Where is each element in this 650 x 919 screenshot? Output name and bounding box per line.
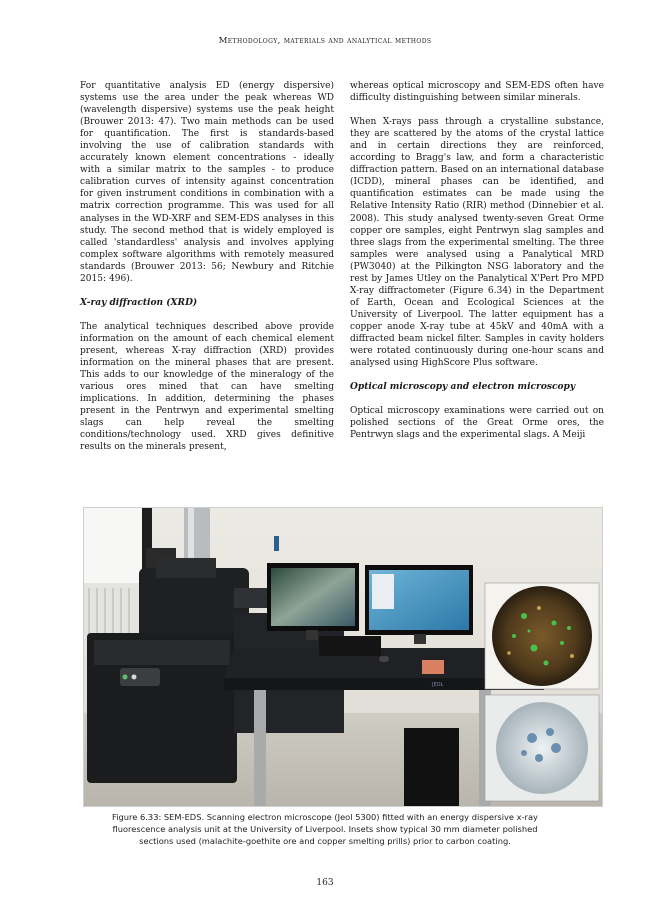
figure-sem-eds-photo (83, 507, 603, 807)
inset-ore-section (485, 583, 599, 689)
mouse (379, 656, 389, 662)
paragraph: For quantitative analysis ED (energy dispersive) systems use the area under the peak whereas WD (wavelength dispersive) systems use the peak height (Brouwer 2013: 47). Two main methods can be used for quantification. The first is standards-based involving the use of calibration standards with accurately known element concentrations - ideally with a similar matrix to the samples - to produce calibration curves of intensity against concentration for given instrument conditions in combination with a matrix correction programme. This was used for all analyses in the WD-XRF and SEM-EDS analyses in this study. The second method that is widely employed is called 'standardless' analysis and involves applying complex software algorithms with remotely measured standards (Brouwer 2013: 56; Newbury and Ritchie 2015: 496). (80, 81, 334, 284)
paragraph: whereas optical microscopy and SEM-EDS often have difficulty distinguishing between similar minerals. (350, 81, 604, 104)
paragraph: The analytical techniques described above provide information on the amount of each chemical element present, whereas X-ray diffraction (XRD) provides information on the mineral phases that are present. This adds to our knowledge of the mineralogy of the various ores mined that can have smelting implications. In addition, determining the phases present in the Pentrwyn and experimental smelting slags can help reveal the smelting conditions/technology used. XRD gives definitive results on the minerals present, (80, 321, 334, 453)
paragraph: Optical microscopy examinations were carried out on polished sections of the Great Orme ores, the Pentrwyn slags and the experimental slags. A Meiji (350, 406, 604, 441)
desk-brand-label: JEOL (432, 682, 444, 688)
right-column (350, 80, 604, 453)
paragraph: When X-rays pass through a crystalline substance, they are scattered by the atoms of the crystal lattice and in certain directions they are reinforced, according to Bragg's law, and form a characteristic diffraction pattern. Based on an international database (ICDD), mineral phases can be identified, and quantification estimates can be made using the Relative Intensity Ratio (RIR) method (Dinnebier et al. 2008). This study analysed twenty-seven Great Orme copper ore samples, eight Pentrwyn slag samples and three slags from the experimental smelting. The three samples were analysed using a Panalytical MRD (PW3040) at the Pilkington NSG laboratory and the rest by James Utley on the Panalytical X'Pert Pro MPD X-ray diffractometer (Figure 6.34) in the Department of Earth, Ocean and Ecological Sciences at the University of Liverpool. The latter equipment has a copper anode X-ray tube at 45kV and 40mA with a diffracted beam nickel filter. Samples in cavity holders were rotated continuously during one-hour scans and analysed using HighScore Plus software. (350, 117, 604, 369)
left-column (80, 80, 334, 466)
page-number: 163 (316, 878, 334, 888)
running-head: Methodology, materials and analytical methods (218, 36, 432, 46)
sem-lab-photo (84, 508, 602, 806)
section-heading-microscopy: Optical microscopy and electron microscopy (350, 382, 576, 393)
monitor-left-screen (271, 568, 355, 626)
section-heading-xrd: X-ray diffraction (XRD) (80, 297, 198, 308)
sample-holder (422, 660, 444, 674)
inset-prill-section (485, 695, 599, 801)
keyboard (319, 636, 381, 656)
figure-caption: Figure 6.33: SEM-EDS. Scanning electron microscope (Jeol 5300) fitted with an energy dispersive x-ray fluorescence analysis unit at the University of Liverpool. Insets show typical 30 mm diameter polished sections used (malachite-goethite ore and copper smelting prills) prior to carbon coating. (112, 812, 538, 846)
